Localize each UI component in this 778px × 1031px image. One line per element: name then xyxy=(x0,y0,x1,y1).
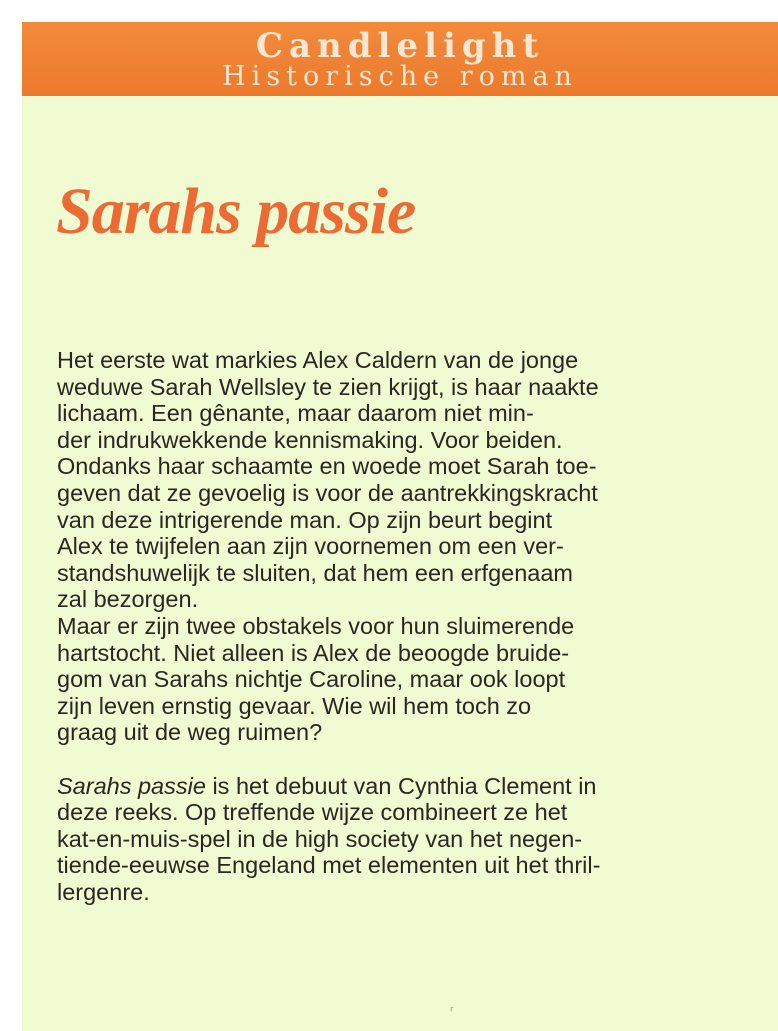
blurb-text xyxy=(57,347,737,905)
blurb-line: lergenre. xyxy=(57,878,150,905)
blurb-line: Maar er zijn twee obstakels voor hun sluimerende xyxy=(57,612,575,639)
blurb-line-rest: is het debuut van Cynthia Clement in xyxy=(205,772,597,799)
blurb-line: der indrukwekkende kennismaking. Voor beiden. xyxy=(57,426,563,453)
blurb-line: zijn leven ernstig gevaar. Wie wil hem toch zo xyxy=(57,692,532,719)
paragraph-gap xyxy=(57,746,737,773)
blurb-line: geven dat ze gevoelig is voor de aantrekkingskracht xyxy=(57,479,598,506)
blurb-line: zal bezorgen. xyxy=(57,586,199,613)
book-cover xyxy=(22,22,778,1031)
blurb-line: deze reeks. Op treffende wijze combineert ze het xyxy=(57,799,568,826)
blurb-line: tiende-eeuwse Engeland met elementen uit het thril- xyxy=(57,852,601,879)
series-banner xyxy=(22,22,778,96)
blurb-line: graag uit de weg ruimen? xyxy=(57,719,323,746)
blurb-line: weduwe Sarah Wellsley te zien krijgt, is haar naakte xyxy=(57,373,599,400)
blurb-line: Het eerste wat markies Alex Caldern van de jonge xyxy=(57,347,579,373)
blurb-paragraph-3 xyxy=(57,773,737,906)
blurb-line xyxy=(57,773,737,800)
blurb-line: van deze intrigerende man. Op zijn beurt begint xyxy=(57,506,553,533)
blurb-line: standshuwelijk te sluiten, dat hem een erfgenaam xyxy=(57,559,574,586)
blurb-paragraph-2 xyxy=(57,613,737,746)
blurb-line: Ondanks haar schaamte en woede moet Sarah toe- xyxy=(57,453,597,480)
series-name: Candlelight xyxy=(255,26,545,66)
blurb-line: lichaam. Een gênante, maar daarom niet min- xyxy=(57,400,534,427)
print-speck-mark: ʳ xyxy=(450,1004,454,1020)
book-title-inline: Sarahs passie xyxy=(57,772,206,799)
blurb-line: kat-en-muis-spel in de high society van het negen- xyxy=(57,825,583,852)
book-title: Sarahs passie xyxy=(56,175,416,248)
blurb-line: hartstocht. Niet alleen is Alex de beoogde bruide- xyxy=(57,639,570,666)
series-subtitle: Historische roman xyxy=(222,61,578,92)
blurb-line: Alex te twijfelen aan zijn voornemen om een ver- xyxy=(57,533,564,560)
blurb-paragraph-1 xyxy=(57,347,737,613)
blurb-line: gom van Sarahs nichtje Caroline, maar ook loopt xyxy=(57,666,566,693)
